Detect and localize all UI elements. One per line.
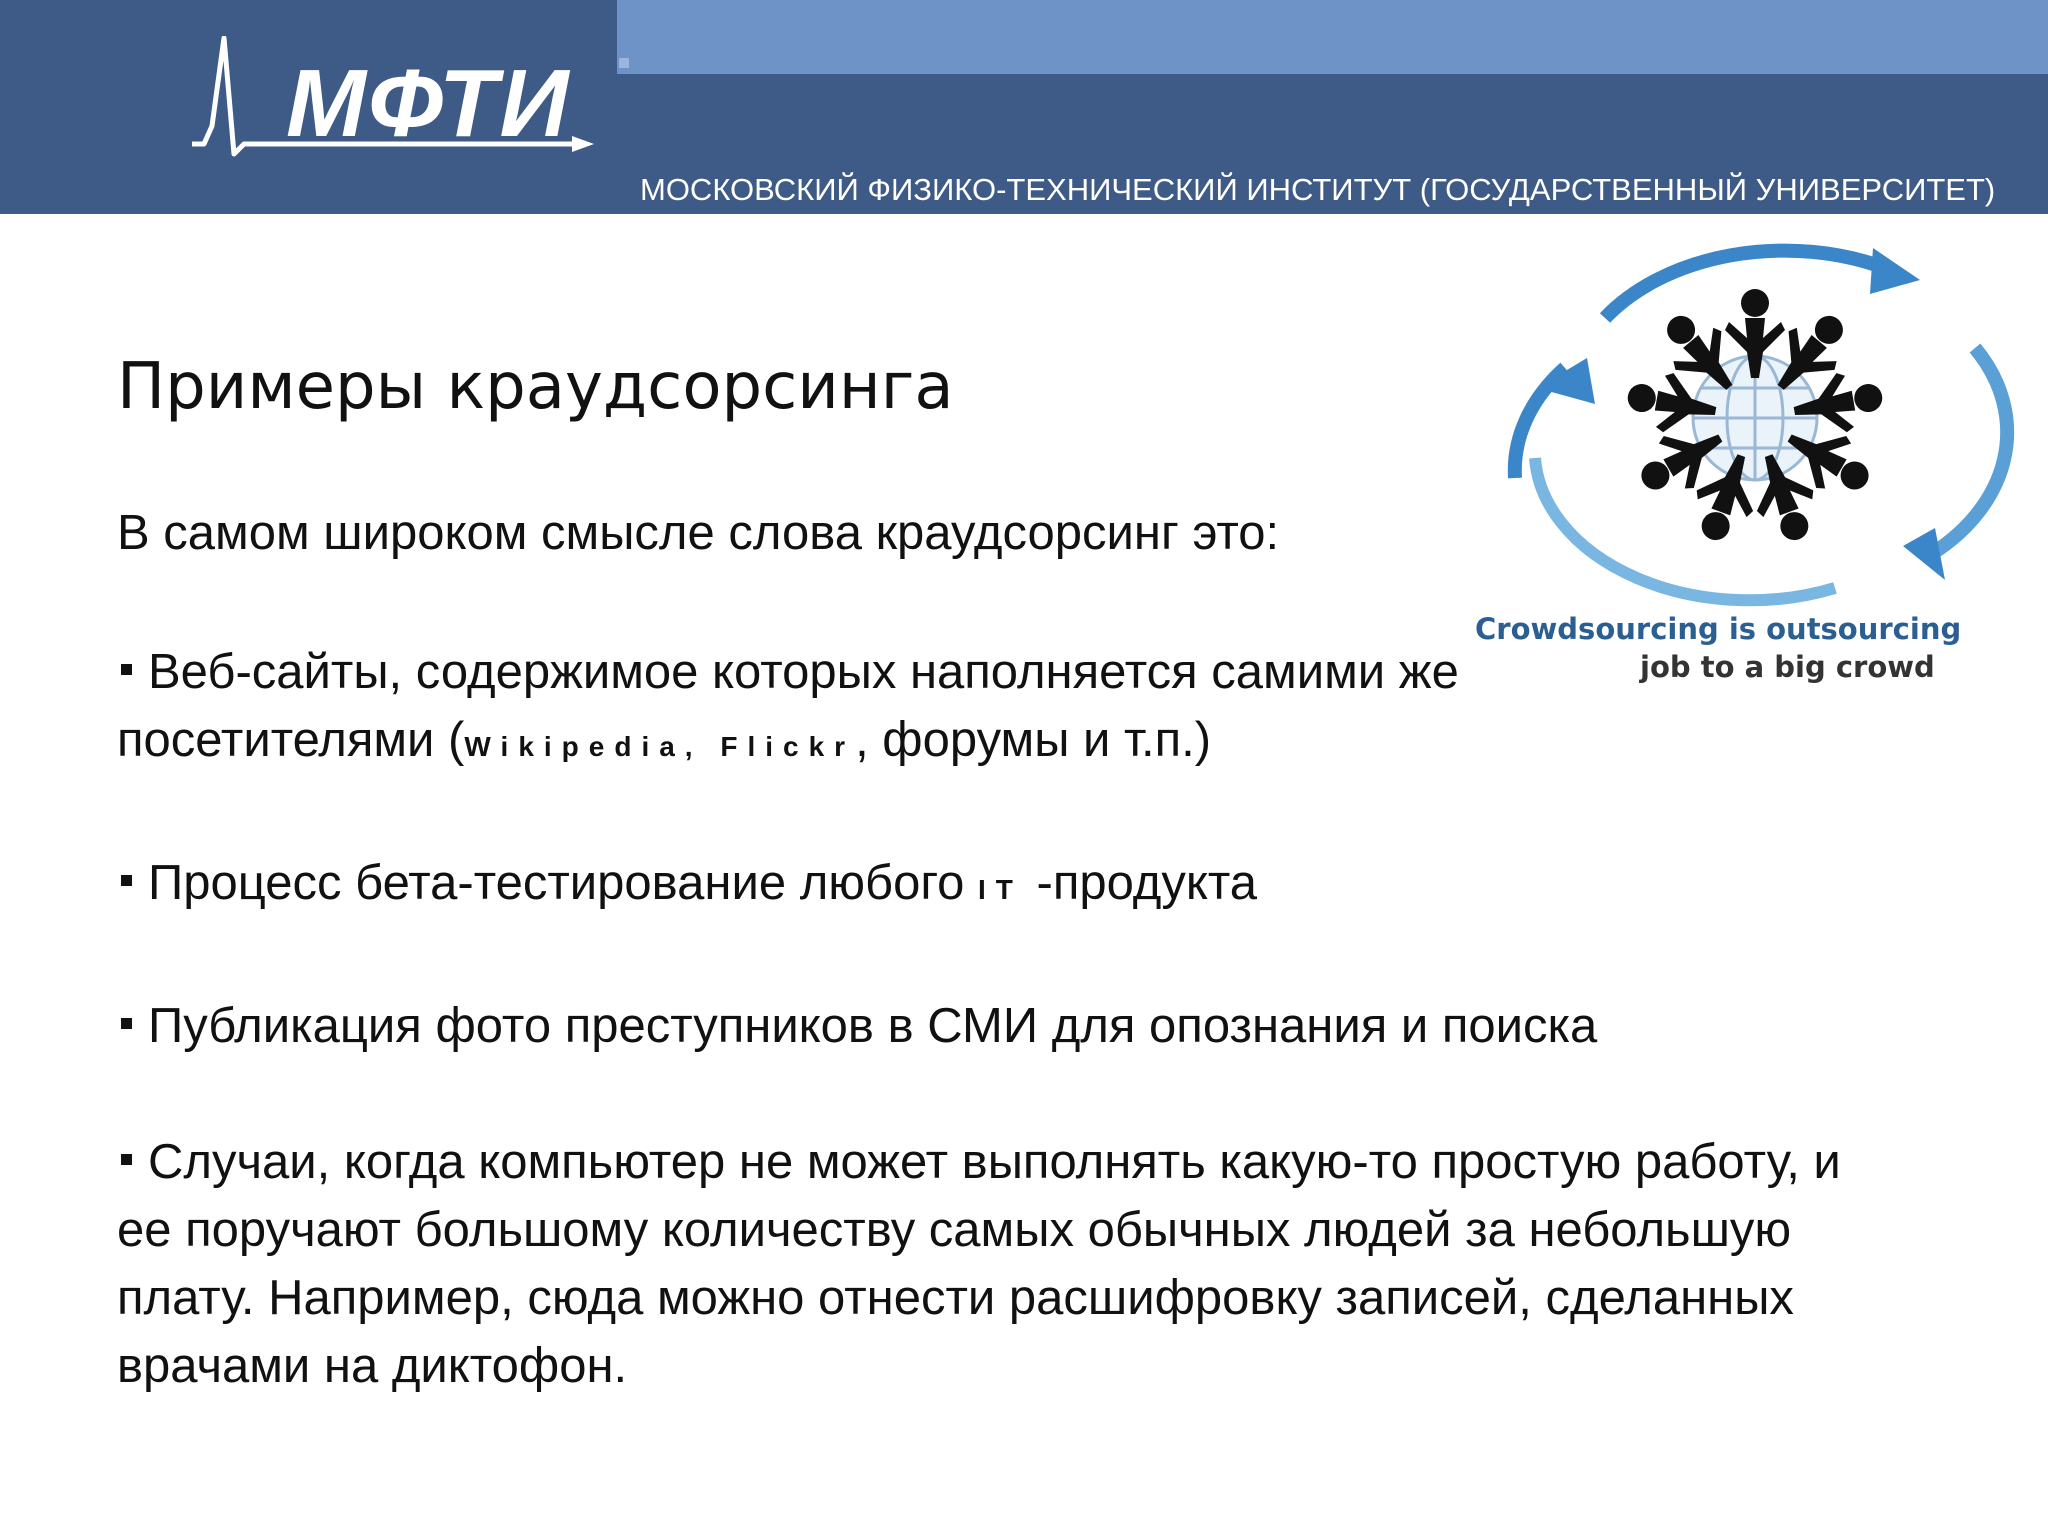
bullet-item-beta-testing: Процесс бета-тестирование любого IT -продукта [117, 849, 1897, 924]
bullet-item-simple-work: Случаи, когда компьютер не может выполнять какую-то простую работу, и ее поручают большому количеству самых обычных людей за небольшую плату. Например, сюда можно отнести расшифровку записей, сделанных врачами на диктофон. [117, 1135, 1841, 1393]
institute-name: МОСКОВСКИЙ ФИЗИКО-ТЕХНИЧЕСКИЙ ИНСТИТУТ (ГОСУДАРСТВЕННЫЙ УНИВЕРСИТЕТ) [640, 172, 1996, 207]
figure-caption-line2: job to a big crowd [1640, 650, 1935, 684]
header-accent-dot [619, 58, 629, 68]
header-accent-band [617, 0, 2048, 74]
figure-caption-line1: Crowdsourcing is outsourcing [1475, 612, 1962, 646]
bullet-icon [121, 664, 132, 675]
crowd-globe-icon [1455, 228, 2040, 628]
slide-title: Примеры краудсорсинга [117, 350, 954, 424]
mipt-logo [190, 36, 600, 176]
bullet-item-websites: Веб-сайты, содержимое которых наполняется самими же посетителями (Wikipedia, Flickr, форумы и т.п.) [117, 645, 1459, 767]
logo-text: МФТИ [286, 50, 571, 157]
bullet-list [117, 638, 1897, 1468]
slide-intro: В самом широком смысле слова краудсорсинг это: [117, 506, 1280, 560]
bullet-icon [121, 875, 132, 886]
bullet-icon [121, 1018, 132, 1029]
bullet-item-criminals: Публикация фото преступников в СМИ для опознания и поиска [117, 992, 1897, 1060]
bullet-icon [121, 1154, 132, 1165]
header-bar [0, 0, 2048, 214]
